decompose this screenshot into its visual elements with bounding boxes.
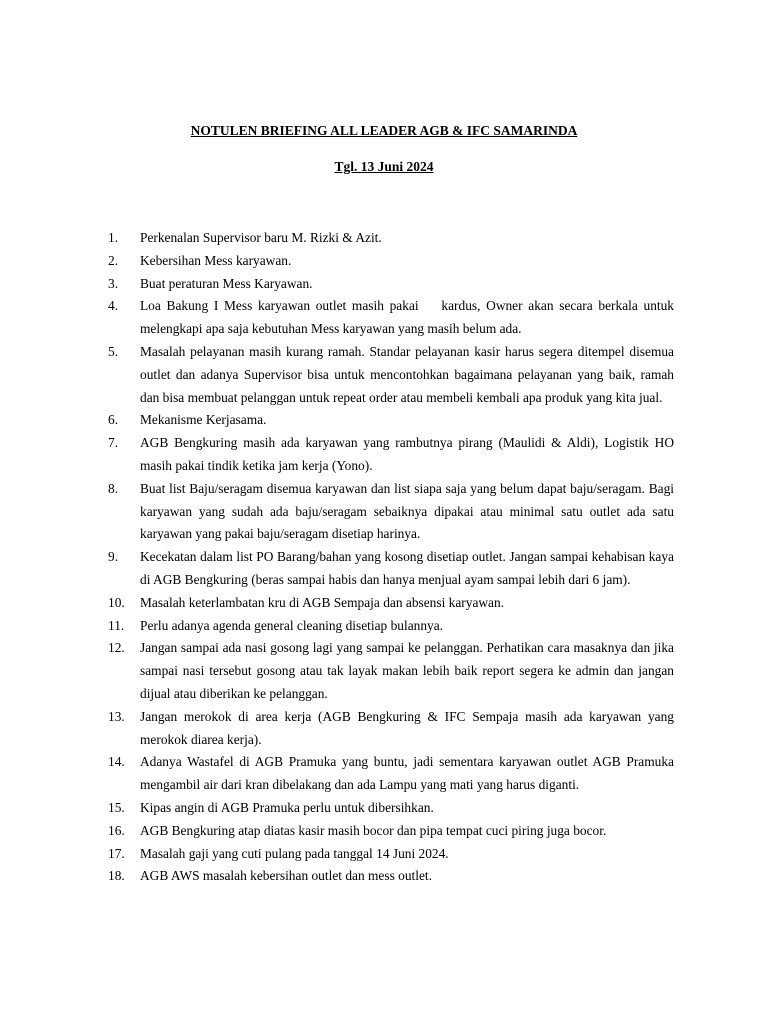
list-item [108,820,674,843]
list-item [108,751,674,797]
item-number: 7. [108,435,119,451]
item-text: Loa Bakung I Mess karyawan outlet masih pakai kardus, Owner akan secara berkala untuk melengkapi apa saja kebutuhan Mess karyawan yang masih belum ada. [140,298,678,337]
item-text: AGB AWS masalah kebersihan outlet dan mess outlet. [140,868,432,884]
item-text: Adanya Wastafel di AGB Pramuka yang buntu, jadi sementara karyawan outlet AGB Pramuka mengambil air dari kran dibelakang dan ada Lampu yang mati yang harus diganti. [140,754,674,793]
item-number: 2. [108,252,119,268]
list-item [108,546,674,592]
item-text: Kipas angin di AGB Pramuka perlu untuk dibersihkan. [140,799,434,815]
list-item [108,843,674,866]
list-item [108,273,674,296]
item-text: Perlu adanya agenda general cleaning disetiap bulannya. [140,617,444,633]
list-item [108,478,674,546]
item-number: 17. [108,845,125,861]
item-text: Buat peraturan Mess Karyawan. [140,275,313,291]
item-text: Kebersihan Mess karyawan. [140,252,292,268]
item-text: AGB Bengkuring atap diatas kasir masih bocor dan pipa tempat cuci piring juga bocor. [140,822,607,838]
list-item [108,341,674,409]
item-number: 12. [108,640,125,656]
list-item [108,227,674,250]
document-title: NOTULEN BRIEFING ALL LEADER AGB & IFC SAMARINDA [190,123,578,138]
list-item [108,865,674,888]
item-number: 13. [108,708,125,724]
item-text: Jangan merokok di area kerja (AGB Bengkuring & IFC Sempaja masih ada karyawan yang merokok diarea kerja). [140,708,674,747]
item-number: 6. [108,412,119,428]
item-number: 4. [108,298,119,314]
item-number: 16. [108,822,125,838]
item-text: Perkenalan Supervisor baru M. Rizki & Azit. [140,230,382,245]
item-text: Masalah pelayanan masih kurang ramah. Standar pelayanan kasir harus segera ditempel disemua outlet dan adanya Supervisor bisa untuk mencontohkan bagaimana pelayanan yang baik, ramah dan bisa membuat pelanggan untuk repeat order atau membeli kembali apa produk yang kita jual. [140,343,674,405]
minutes-list [108,227,678,888]
list-item [108,797,674,820]
item-number: 11. [108,617,125,633]
item-number: 14. [108,754,125,770]
list-item [108,615,674,638]
item-number: 15. [108,799,125,815]
list-item [108,432,674,478]
item-number: 9. [108,549,119,565]
item-text: Masalah keterlambatan kru di AGB Sempaja dan absensi karyawan. [140,594,505,610]
document-date: Tgl. 13 Juni 2024 [334,159,434,174]
item-number: 8. [108,480,119,496]
list-item [108,409,674,432]
list-item [108,637,674,705]
item-number: 18. [108,868,125,884]
item-text: Kecekatan dalam list PO Barang/bahan yang kosong disetiap outlet. Jangan sampai kehabisan kaya di AGB Bengkuring (beras sampai habis dan hanya menjual ayam sampai lebih dari 6 jam). [140,549,674,587]
list-item [108,592,674,615]
item-number: 1. [108,230,119,245]
item-text: AGB Bengkuring masih ada karyawan yang rambutnya pirang (Maulidi & Aldi), Logistik HO masih pakai tindik ketika jam kerja (Yono). [140,435,674,473]
list-item [108,250,674,273]
item-text: Jangan sampai ada nasi gosong lagi yang sampai ke pelanggan. Perhatikan cara masaknya dan jika sampai nasi tersebut gosong atau tak layak makan lebih baik report segera ke admin dan jangan dijual atau diberikan ke pelanggan. [140,640,674,701]
item-number: 3. [108,275,119,291]
item-text: Masalah gaji yang cuti pulang pada tanggal 14 Juni 2024. [140,845,449,861]
item-number: 5. [108,343,119,359]
item-number: 10. [108,594,125,610]
list-item [108,706,674,752]
item-text: Mekanisme Kerjasama. [140,412,267,428]
item-text: Buat list Baju/seragam disemua karyawan dan list siapa saja yang belum dapat baju/seragam. Bagi karyawan yang sudah ada baju/seragam sebaiknya dipakai atau minimal satu outlet ada satu karyawan yang pakai baju/seragam disetiap harinya. [140,480,674,542]
list-item [108,295,678,341]
